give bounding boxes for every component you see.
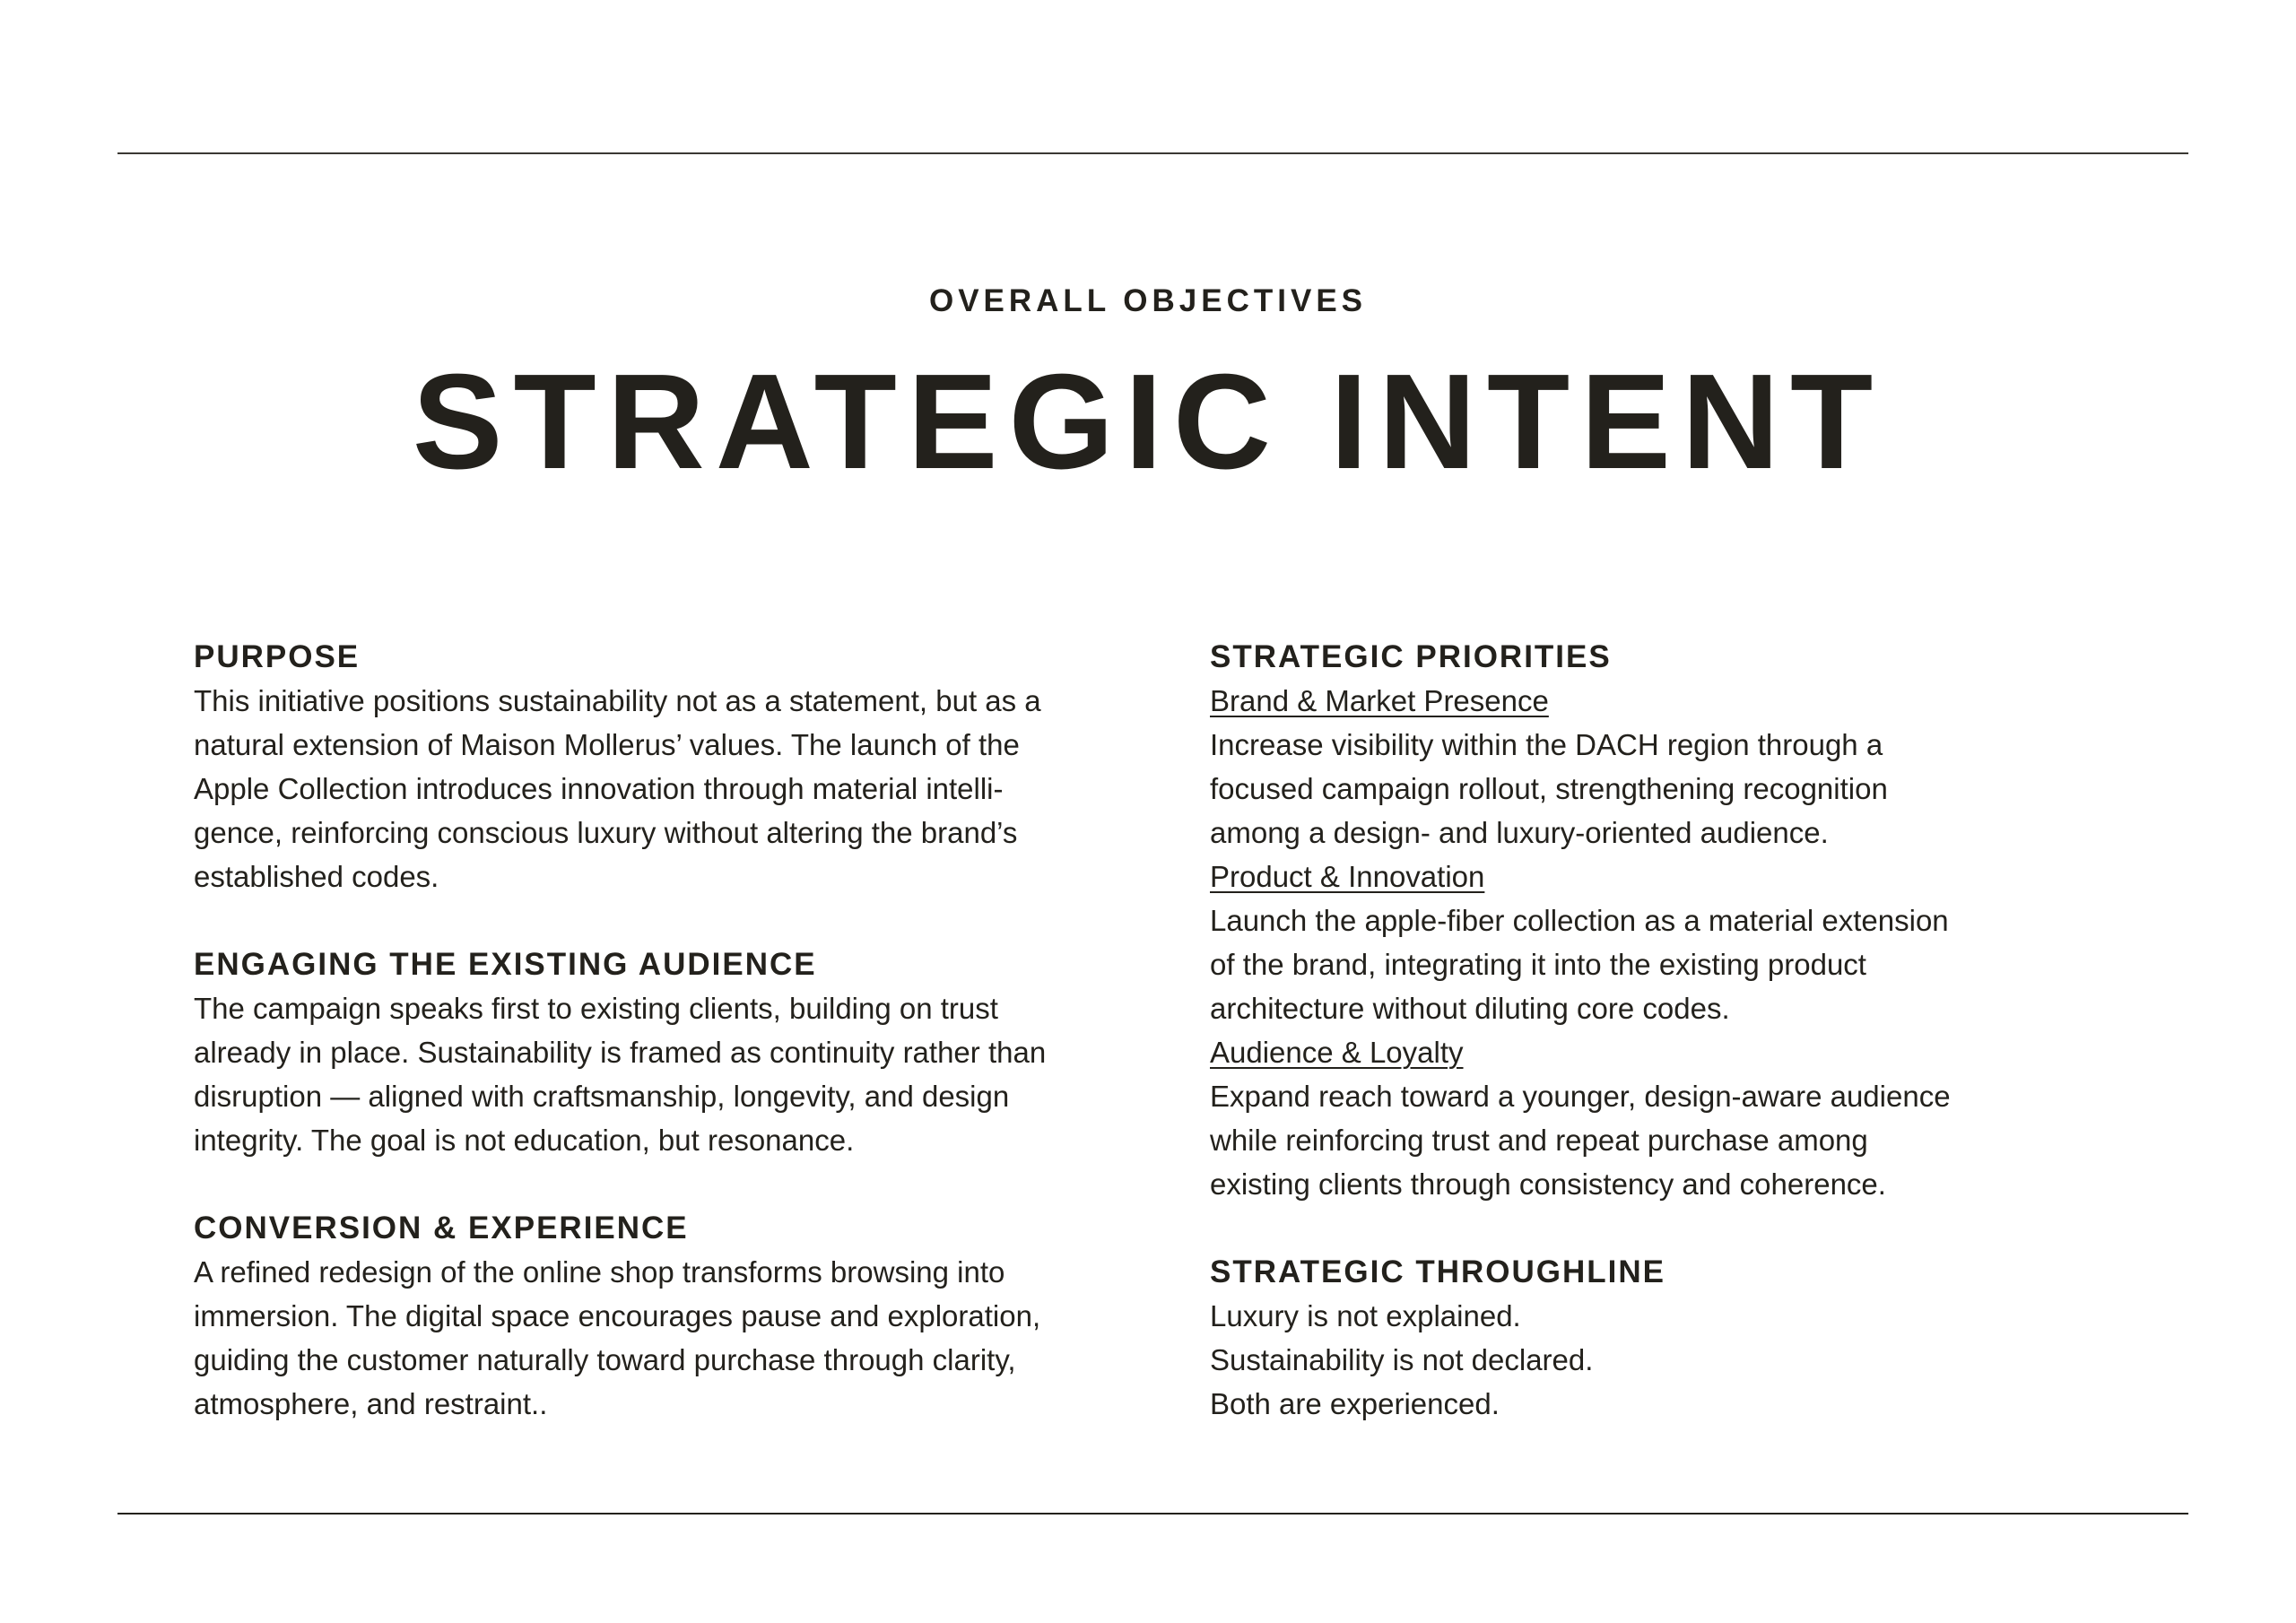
engaging-heading: ENGAGING THE EXISTING AUDIENCE [194,947,817,982]
text-line: Both are experienced. [1210,1387,1500,1420]
purpose-section [194,635,1126,898]
text-line: established codes. [194,860,439,893]
conversion-text [194,1250,1126,1426]
priority-title: Brand & Market Presence [1210,684,1549,717]
text-line: Increase visibility within the DACH region through a [1210,728,1883,761]
text-line: disruption — aligned with craftsmanship, longevity, and design [194,1080,1010,1113]
left-column [194,635,1126,1426]
throughline-text [1210,1294,2143,1426]
conversion-section [194,1206,1126,1426]
purpose-heading: PURPOSE [194,639,361,674]
priority-text [1210,1074,2143,1206]
top-divider [117,152,2188,154]
text-line: guiding the customer naturally toward purchase through clarity, [194,1343,1016,1376]
text-line: Launch the apple-fiber collection as a material extension [1210,904,1949,937]
throughline-section [1210,1250,2143,1426]
page-title: STRATEGIC INTENT [412,345,1884,497]
purpose-text [194,679,1126,898]
text-line: Sustainability is not declared. [1210,1343,1594,1376]
priorities-heading: STRATEGIC PRIORITIES [1210,639,1612,674]
text-line: immersion. The digital space encourages pause and exploration, [194,1299,1041,1332]
right-column [1210,635,2143,1426]
conversion-heading: CONVERSION & EXPERIENCE [194,1211,689,1245]
text-line: architecture without diluting core codes. [1210,992,1730,1025]
text-line: existing clients through consistency and coherence. [1210,1167,1886,1201]
text-line: atmosphere, and restraint.. [194,1387,548,1420]
text-line: Expand reach toward a younger, design-aware audience [1210,1080,1951,1113]
text-line: already in place. Sustainability is framed as continuity rather than [194,1036,1047,1069]
priority-text [1210,723,2143,855]
priority-text [1210,898,2143,1030]
text-line: This initiative positions sustainability not as a statement, but as a [194,684,1041,717]
text-line: Luxury is not explained. [1210,1299,1521,1332]
engaging-text [194,986,1126,1162]
text-line: gence, reinforcing conscious luxury without altering the brand’s [194,816,1018,849]
text-line: The campaign speaks first to existing clients, building on trust [194,992,998,1025]
text-line: A refined redesign of the online shop transforms browsing into [194,1255,1005,1289]
priority-audience-loyalty [1210,1030,2143,1206]
text-line: Apple Collection introduces innovation through material intelli- [194,772,1004,805]
text-line: natural extension of Maison Mollerus’ values. The launch of the [194,728,1020,761]
priority-title: Product & Innovation [1210,860,1485,893]
bottom-divider [117,1513,2188,1515]
priority-product-innovation [1210,855,2143,1030]
throughline-heading: STRATEGIC THROUGHLINE [1210,1254,1666,1289]
priorities-section [1210,635,2143,1206]
text-line: while reinforcing trust and repeat purchase among [1210,1124,1868,1157]
text-line: focused campaign rollout, strengthening recognition [1210,772,1888,805]
page-eyebrow: OVERALL OBJECTIVES [928,283,1368,318]
engaging-section [194,942,1126,1162]
text-line: integrity. The goal is not education, but resonance. [194,1124,855,1157]
text-line: of the brand, integrating it into the existing product [1210,948,1866,981]
priority-brand-market [1210,679,2143,855]
text-line: among a design- and luxury-oriented audience. [1210,816,1829,849]
priority-title: Audience & Loyalty [1210,1036,1464,1069]
